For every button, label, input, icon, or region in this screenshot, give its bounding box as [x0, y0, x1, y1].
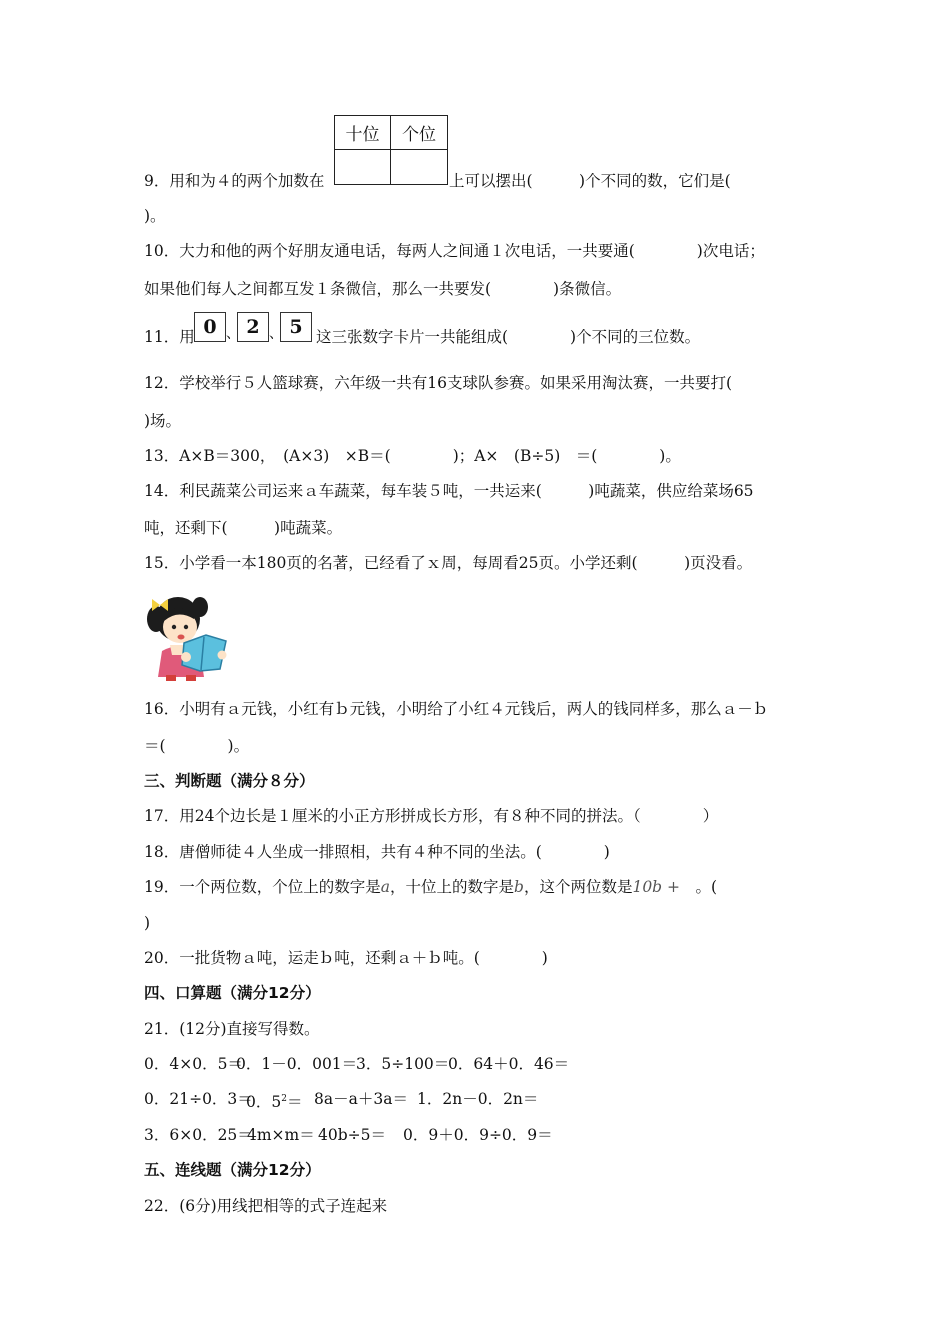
- calc-item: 8a－a＋3a＝: [314, 1090, 408, 1108]
- question-19-text-c: ，这个两位数是: [523, 878, 633, 896]
- girl-reading-illustration: [144, 585, 230, 681]
- question-12-line-2: )场。: [144, 412, 182, 430]
- question-11-suffix: 这三张数字卡片一共能组成( )个不同的三位数。: [316, 328, 701, 346]
- digit-card-0: 0: [194, 312, 226, 342]
- expression: 10b +: [632, 878, 681, 896]
- ones-cell: [391, 150, 447, 184]
- question-20-text: 20．一批货物ａ吨，运走ｂ吨，还剩ａ＋ｂ吨。( ): [144, 949, 548, 967]
- tens-cell: [335, 150, 391, 184]
- ones-header: 个位: [391, 116, 447, 150]
- question-9-text-a: 9．用和为４的两个加数在: [144, 172, 325, 190]
- question-19-text-b: ，十位上的数字是: [389, 878, 514, 896]
- section-4-heading: 四、口算题（满分12分）: [144, 984, 321, 1002]
- question-21-text: 21．(12分)直接写得数。: [144, 1020, 320, 1038]
- question-22-text: 22．(6分)用线把相等的式子连起来: [144, 1197, 388, 1215]
- question-14-line-1: 14．利民蔬菜公司运来ａ车蔬菜，每车装５吨，一共运来( )吨蔬菜，供应给菜场65: [144, 482, 754, 500]
- question-12-line-1: 12．学校举行５人篮球赛，六年级一共有16支球队参赛。如果采用淘汰赛，一共要打(: [144, 374, 732, 392]
- variable-a: a: [380, 878, 390, 896]
- calc-item: [246, 1089, 302, 1112]
- question-19-text: [144, 877, 717, 897]
- calc-item: 0．4×0．5＝: [144, 1055, 243, 1073]
- calc-exponent: 2: [281, 1094, 287, 1104]
- digit-card-2: 2: [237, 312, 269, 342]
- calc-tail: ＝: [286, 1093, 303, 1112]
- calc-item: 3．6×0．25＝: [144, 1126, 253, 1144]
- question-10-line-1: 10．大力和他的两个好朋友通电话，每两人之间通１次电话，一共要通( )次电话；: [144, 242, 765, 260]
- tens-header: 十位: [335, 116, 391, 150]
- calc-item: 0．9＋0．9÷0．9＝: [403, 1126, 553, 1144]
- question-19-line-2: ): [144, 914, 151, 932]
- question-19-text-a: 19．一个两位数，个位上的数字是: [144, 878, 381, 896]
- question-14-line-2: 吨，还剩下( )吨蔬菜。: [144, 519, 343, 537]
- question-10-line-2: 如果他们每人之间都互发１条微信，那么一共要发( )条微信。: [144, 280, 622, 298]
- card-separator: 、: [269, 326, 283, 342]
- calc-item: 0．1－0．001＝: [236, 1055, 358, 1073]
- question-16-line-1: 16．小明有ａ元钱，小红有ｂ元钱，小明给了小红４元钱后，两人的钱同样多，那么ａ－ｂ: [144, 700, 769, 718]
- calc-base: 0．5: [246, 1093, 282, 1112]
- question-15-line-1: 15．小学看一本180页的名著，已经看了ｘ周，每周看25页。小学还剩( )页没看。: [144, 554, 753, 572]
- question-13-line-1: 13．A×B＝300， (A×3) ×B＝( )；A× (B÷5) ＝( )。: [144, 447, 681, 465]
- question-9-text-b: 上可以摆出( )个不同的数，它们是(: [449, 172, 731, 190]
- calc-item: 1．2n－0．2n＝: [417, 1090, 539, 1108]
- digit-card-5: 5: [280, 312, 312, 342]
- question-17-text: 17．用24个边长是１厘米的小正方形拼成长方形，有８种不同的拼法。（ ）: [144, 807, 719, 825]
- question-11-prefix: 11．用: [144, 328, 195, 346]
- variable-b: b: [514, 878, 524, 896]
- question-16-line-2: ＝( )。: [144, 737, 250, 755]
- calc-item: 3．5÷100＝: [356, 1055, 450, 1073]
- card-separator: 、: [226, 326, 240, 342]
- calc-item: 4m×m＝: [247, 1126, 315, 1144]
- calc-item: 0．64＋0．46＝: [448, 1055, 570, 1073]
- place-value-table: [334, 115, 448, 185]
- calc-item: 40b÷5＝: [318, 1126, 386, 1144]
- question-19-text-d: 。(: [680, 878, 718, 896]
- question-9-text-c: )。: [144, 207, 166, 225]
- section-3-heading: 三、判断题（满分８分）: [144, 772, 315, 790]
- question-18-text: 18．唐僧师徒４人坐成一排照相，共有４种不同的坐法。( ): [144, 843, 610, 861]
- section-5-heading: 五、连线题（满分12分）: [144, 1161, 321, 1179]
- calc-item: 0．21÷0．3＝: [144, 1090, 253, 1108]
